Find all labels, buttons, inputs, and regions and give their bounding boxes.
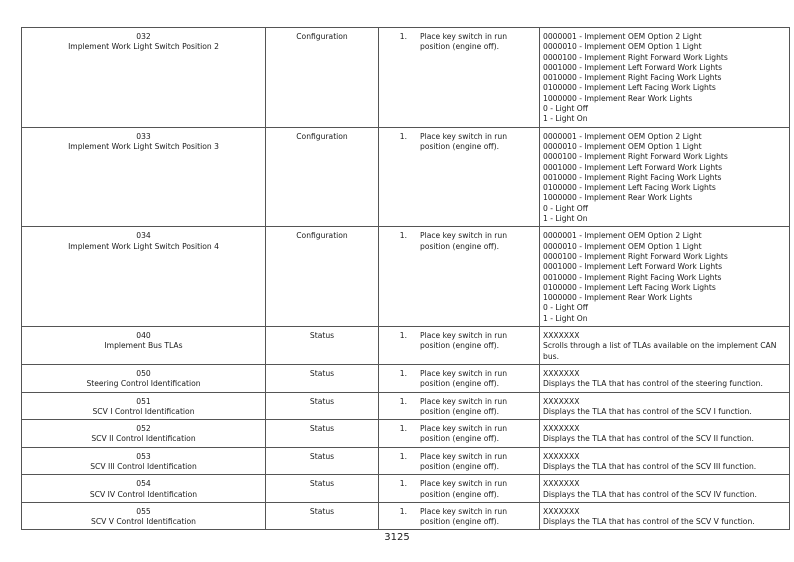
- table-row: [22, 127, 790, 227]
- type-cell: Configuration: [266, 28, 379, 128]
- type-cell: Status: [266, 364, 379, 392]
- value-line: 0000100 - Implement Right Forward Work Lights: [543, 152, 728, 162]
- address-name: SCV IV Control Identification: [89, 489, 198, 499]
- step-text: Place key switch in run position (engine off).: [420, 331, 508, 351]
- step-text: Place key switch in run position (engine off).: [420, 131, 508, 151]
- values-cell: [540, 227, 790, 327]
- step-number: 1.: [399, 451, 407, 461]
- procedure-cell: [379, 392, 540, 420]
- diagnostic-table: [21, 27, 790, 530]
- type-cell: Configuration: [266, 127, 379, 227]
- value-line: 1 - Light On: [543, 313, 588, 323]
- address-name: Implement Work Light Switch Position 2: [68, 42, 219, 52]
- value-line: 0 - Light Off: [543, 104, 588, 114]
- type-cell: Status: [266, 327, 379, 365]
- value-line: 0001000 - Implement Left Forward Work Lights: [543, 62, 723, 72]
- table-row: [22, 327, 790, 365]
- address-name: SCV V Control Identification: [91, 517, 196, 527]
- value-line: XXXXXXX: [543, 506, 580, 516]
- table-row: [22, 392, 790, 420]
- address-cell: [22, 420, 266, 448]
- value-line: XXXXXXX: [543, 451, 580, 461]
- value-line: XXXXXXX: [543, 396, 580, 406]
- address-cell: [22, 364, 266, 392]
- step-number: 1.: [399, 368, 407, 378]
- step-text: Place key switch in run position (engine off).: [420, 451, 508, 471]
- procedure-cell: [379, 420, 540, 448]
- type-cell: Status: [266, 447, 379, 475]
- values-cell: [540, 127, 790, 227]
- step-number: 1.: [399, 424, 407, 434]
- address-code: 053: [136, 451, 151, 461]
- address-code: 050: [136, 368, 151, 378]
- value-line: 0100000 - Implement Left Facing Work Lights: [543, 183, 716, 193]
- value-line: 0010000 - Implement Right Facing Work Lights: [543, 73, 722, 83]
- value-line: 0010000 - Implement Right Facing Work Lights: [543, 172, 722, 182]
- type-cell: Status: [266, 420, 379, 448]
- type-cell: Status: [266, 392, 379, 420]
- value-line: 0100000 - Implement Left Facing Work Lights: [543, 282, 716, 292]
- table-row: [22, 364, 790, 392]
- step-number: 1.: [399, 131, 407, 141]
- step-text: Place key switch in run position (engine off).: [420, 368, 508, 389]
- procedure-cell: [379, 502, 540, 530]
- step-text: Place key switch in run position (engine off).: [420, 32, 508, 52]
- address-name: Implement Work Light Switch Position 3: [68, 141, 219, 151]
- address-cell: [22, 127, 266, 227]
- address-code: 034: [136, 231, 151, 241]
- value-line: 0000010 - Implement OEM Option 1 Light: [543, 241, 702, 251]
- type-cell: Configuration: [266, 227, 379, 327]
- step-number: 1.: [399, 231, 407, 241]
- address-cell: [22, 28, 266, 128]
- table-row: [22, 447, 790, 475]
- value-line: XXXXXXX: [543, 479, 580, 489]
- values-cell: [540, 327, 790, 365]
- value-line: Displays the TLA that has control of the SCV II function.: [543, 434, 754, 444]
- values-cell: [540, 364, 790, 392]
- address-code: 055: [136, 506, 151, 516]
- step-number: 1.: [399, 331, 407, 341]
- value-line: 0000010 - Implement OEM Option 1 Light: [543, 42, 702, 52]
- step-text: Place key switch in run position (engine off).: [420, 396, 508, 416]
- step-text: Place key switch in run position (engine off).: [420, 231, 508, 251]
- address-code: 033: [136, 131, 151, 141]
- address-code: 051: [136, 396, 151, 406]
- values-cell: [540, 447, 790, 475]
- address-name: Implement Bus TLAs: [104, 341, 183, 351]
- value-line: Displays the TLA that has control of the SCV IV function.: [543, 489, 757, 499]
- address-cell: [22, 502, 266, 530]
- type-cell: Status: [266, 475, 379, 503]
- step-number: 1.: [399, 506, 407, 516]
- procedure-cell: [379, 364, 540, 392]
- value-line: 0000010 - Implement OEM Option 1 Light: [543, 141, 702, 151]
- value-line: XXXXXXX: [543, 331, 580, 341]
- value-line: 0001000 - Implement Left Forward Work Lights: [543, 162, 723, 172]
- value-line: XXXXXXX: [543, 424, 580, 434]
- value-line: 0000001 - Implement OEM Option 2 Light: [543, 231, 702, 241]
- value-line: 0100000 - Implement Left Facing Work Lights: [543, 83, 716, 93]
- table-row: [22, 420, 790, 448]
- table-row: [22, 28, 790, 128]
- value-line: Displays the TLA that has control of the steering function.: [543, 379, 763, 389]
- step-number: 1.: [399, 32, 407, 41]
- procedure-cell: [379, 227, 540, 327]
- value-line: 0000001 - Implement OEM Option 2 Light: [543, 131, 702, 141]
- step-number: 1.: [399, 396, 407, 406]
- value-line: 0000001 - Implement OEM Option 2 Light: [543, 32, 702, 41]
- procedure-cell: [379, 28, 540, 128]
- address-name: SCV III Control Identification: [90, 461, 197, 471]
- value-line: 1 - Light On: [543, 114, 588, 124]
- value-line: Scrolls through a list of TLAs available on the implement CAN bus.: [543, 341, 777, 361]
- value-line: Displays the TLA that has control of the SCV V function.: [543, 517, 755, 527]
- address-cell: [22, 227, 266, 327]
- step-text: Place key switch in run position (engine off).: [420, 424, 508, 444]
- step-number: 1.: [399, 479, 407, 489]
- address-cell: [22, 327, 266, 365]
- step-text: Place key switch in run position (engine off).: [420, 479, 508, 499]
- address-code: 052: [136, 424, 151, 434]
- step-text: Place key switch in run position (engine off).: [420, 506, 508, 527]
- address-name: Steering Control Identification: [86, 379, 201, 389]
- value-line: 0 - Light Off: [543, 203, 588, 213]
- address-code: 040: [136, 331, 151, 341]
- value-line: 1000000 - Implement Rear Work Lights: [543, 93, 693, 103]
- value-line: 0001000 - Implement Left Forward Work Lights: [543, 262, 723, 272]
- procedure-cell: [379, 447, 540, 475]
- value-line: Displays the TLA that has control of the SCV III function.: [543, 461, 757, 471]
- value-line: 0000100 - Implement Right Forward Work Lights: [543, 52, 728, 62]
- address-code: 054: [136, 479, 151, 489]
- procedure-cell: [379, 327, 540, 365]
- address-name: SCV II Control Identification: [91, 434, 196, 444]
- value-line: 1000000 - Implement Rear Work Lights: [543, 293, 693, 303]
- table-row: [22, 227, 790, 327]
- values-cell: [540, 502, 790, 530]
- value-line: 0 - Light Off: [543, 303, 588, 313]
- values-cell: [540, 420, 790, 448]
- values-cell: [540, 475, 790, 503]
- type-cell: Status: [266, 502, 379, 530]
- values-cell: [540, 28, 790, 128]
- address-cell: [22, 475, 266, 503]
- procedure-cell: [379, 127, 540, 227]
- value-line: XXXXXXX: [543, 368, 580, 378]
- address-code: 032: [136, 32, 151, 41]
- procedure-cell: [379, 475, 540, 503]
- address-name: SCV I Control Identification: [92, 406, 195, 416]
- value-line: 0000100 - Implement Right Forward Work Lights: [543, 251, 728, 261]
- values-cell: [540, 392, 790, 420]
- value-line: Displays the TLA that has control of the SCV I function.: [543, 406, 752, 416]
- page-number: 3125: [384, 532, 410, 543]
- table-row: [22, 475, 790, 503]
- value-line: 1000000 - Implement Rear Work Lights: [543, 193, 693, 203]
- address-name: Implement Work Light Switch Position 4: [68, 241, 219, 251]
- table-row: [22, 502, 790, 530]
- value-line: 1 - Light On: [543, 214, 588, 224]
- address-cell: [22, 447, 266, 475]
- value-line: 0010000 - Implement Right Facing Work Lights: [543, 272, 722, 282]
- address-cell: [22, 392, 266, 420]
